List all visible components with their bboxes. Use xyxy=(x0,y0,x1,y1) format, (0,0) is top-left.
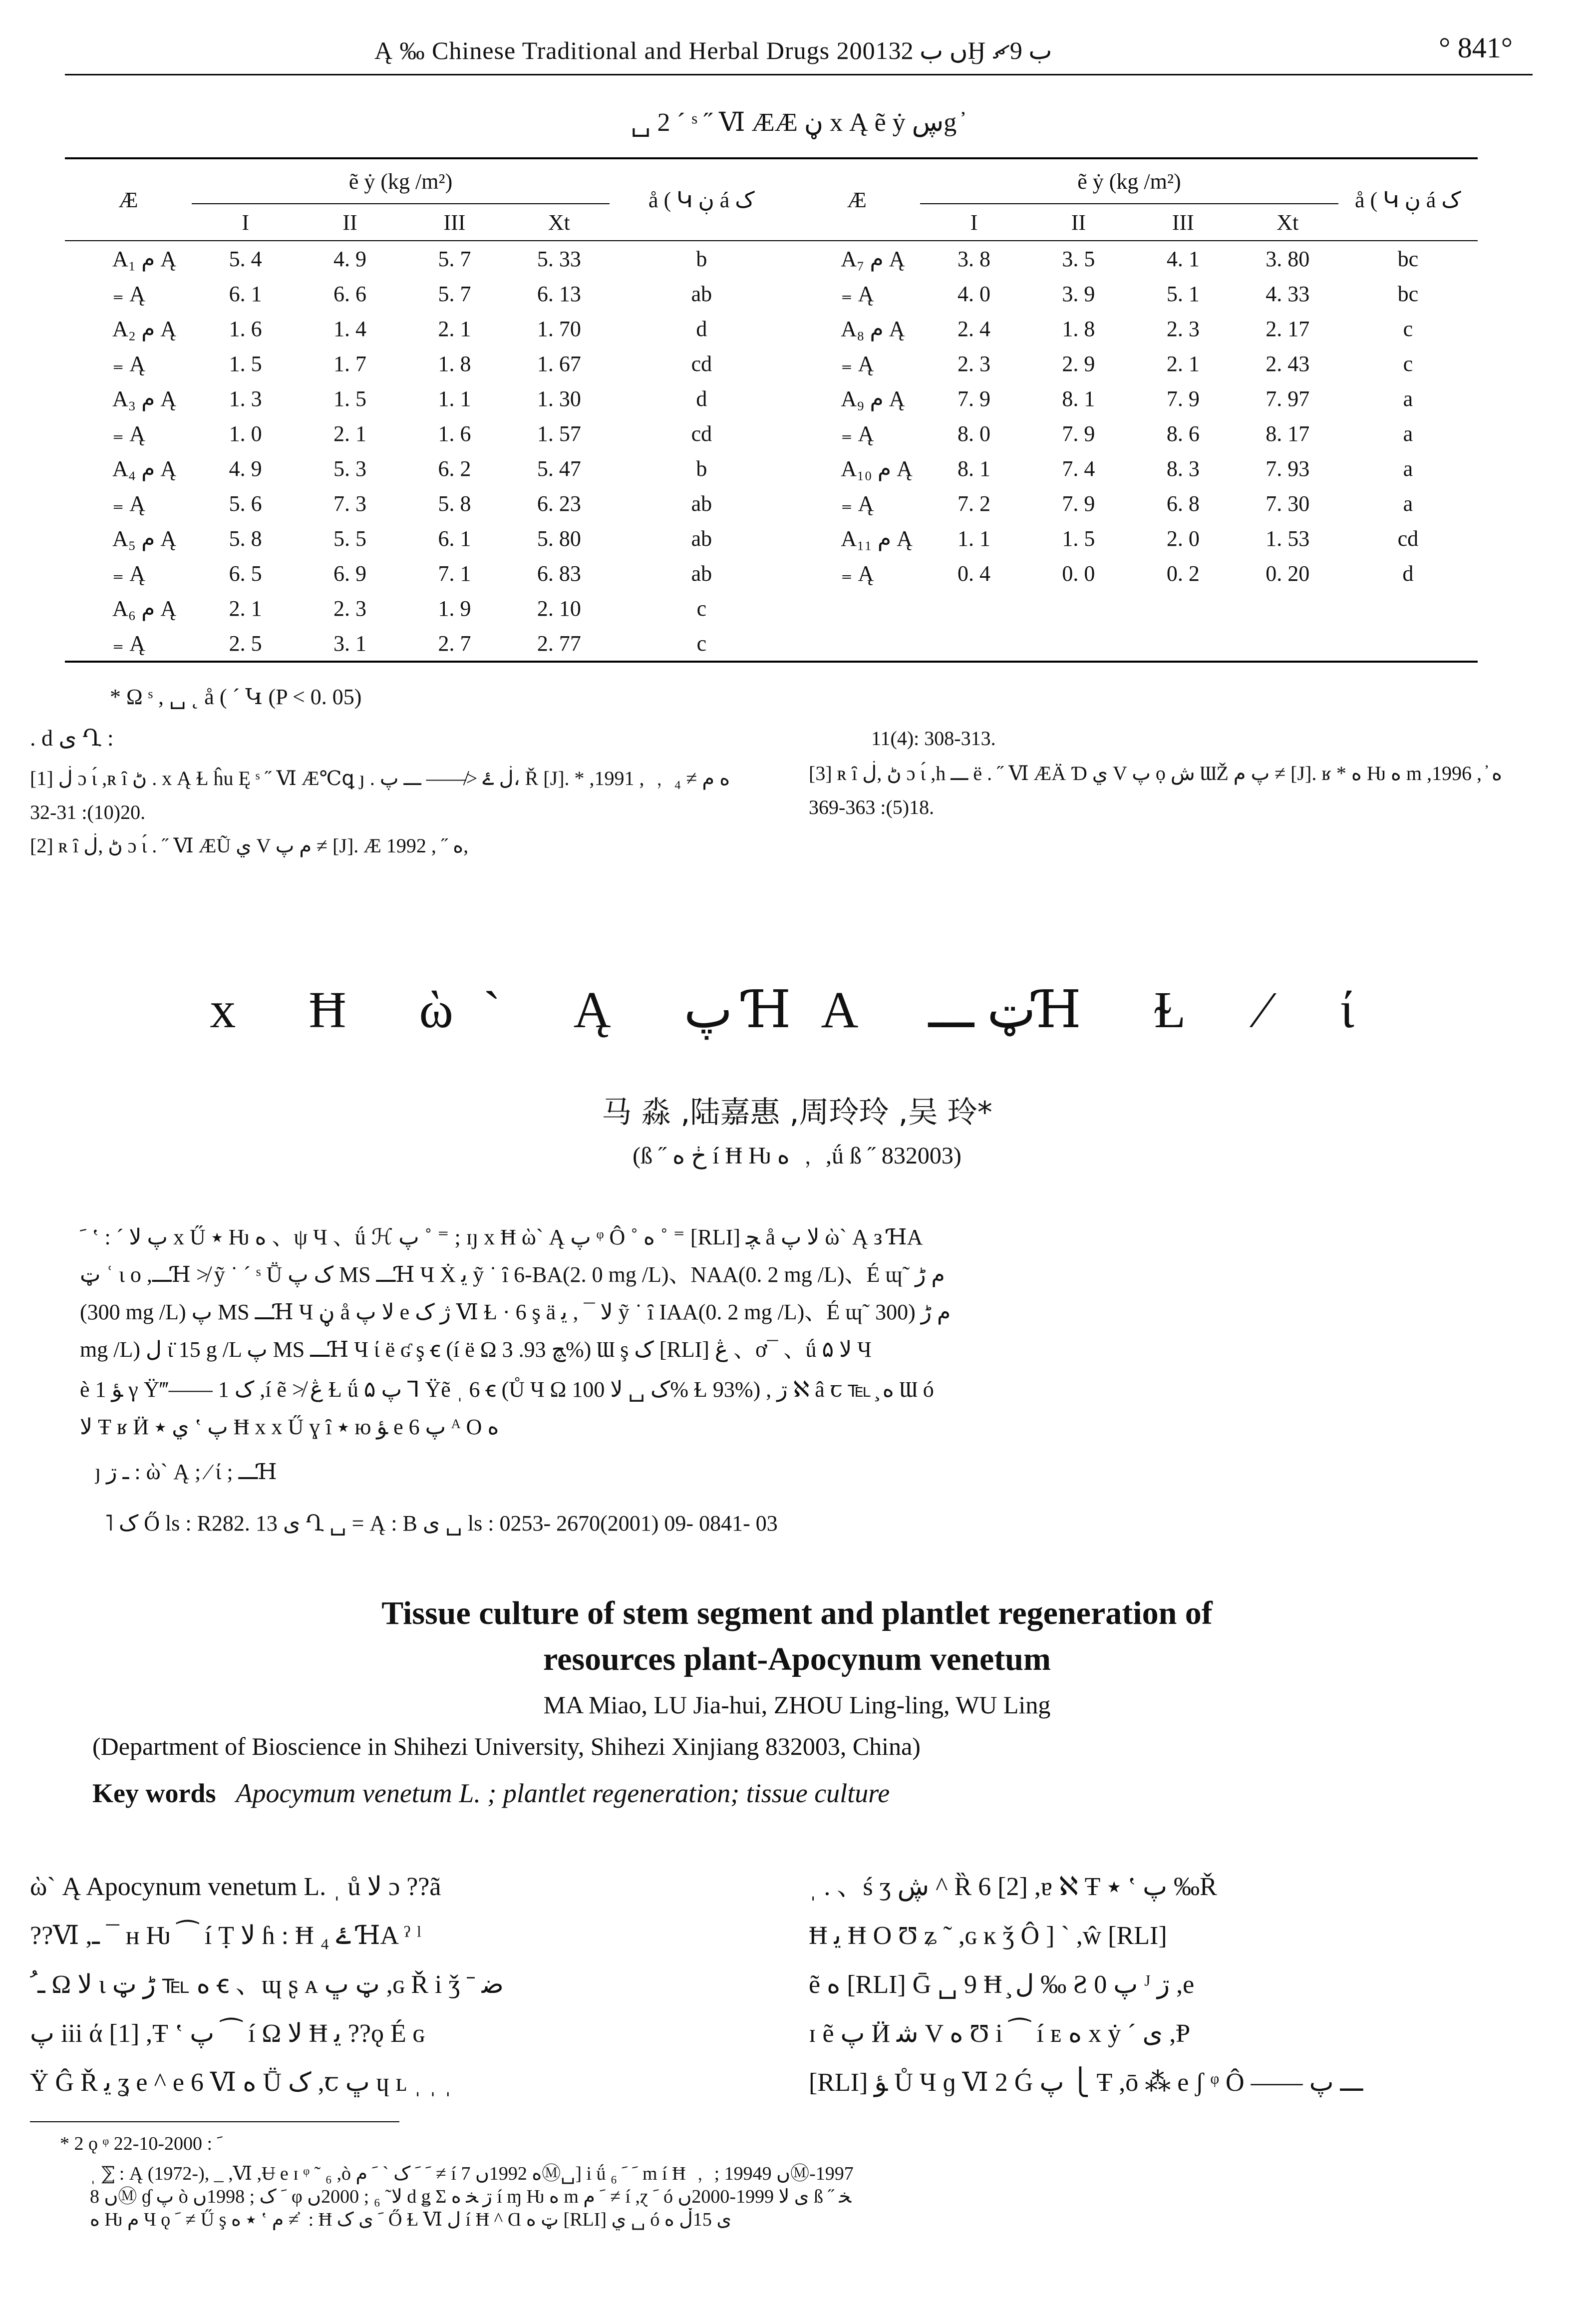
value-cell: 6. 8 xyxy=(1166,491,1200,516)
footnote-line: ˌ ⅀ : Ą (1972-), _ ,Ⅵ ,Ʉ e ɪ ᵠ ˜ ₆ ,ò ﹶ ﹶ ک ˋ ﹶ ﻡ ≠ í ﻩ 1992ں 7Ⓜ␣] i ǘ ₆ ﹶ ﹶ m í Ħ ﹐ ; 1994ں 9Ⓜ-1997 xyxy=(90,2163,854,2184)
value-cell: 3. 5 xyxy=(1062,246,1095,271)
subheader-right: I xyxy=(970,210,978,235)
value-cell: 3. 8 xyxy=(957,246,991,271)
footnote-line: ں 8Ⓜ ɠ پ ò ﹶ ک ; 1998ں φ ﻻ˜ ₆ ; 2000ں d ǥ Σ ڗ ﺨ ﻩ í ɱ Ƕ ﻩ m ﹶ ﻡ ≠ í ,ɀ ﹶ ó ی ﻻ 1999-2000ں ß ˝ ﺨ xyxy=(90,2186,852,2207)
value-cell: 6. 13 xyxy=(537,281,581,306)
body-text-line: ὼ` Ą Apocynum venetum L. ˌ ů ﻻ ɔ ??ã xyxy=(30,1873,441,1901)
treatment-cell: ₌ Ą xyxy=(841,421,874,446)
significance-cell: cd xyxy=(691,421,712,446)
table-caption: ␣ 2 ´ ˢ ˝ Ⅵ ÆÆ ڼ x Ą ẽ ẏ ڛg ̓ xyxy=(631,108,963,137)
value-cell: 2. 77 xyxy=(537,631,581,656)
treatment-cell: ₌ Ą xyxy=(112,491,145,516)
abstract-line: ټ ʿ ɩ o ,ـــꞪ ≯ ỹ ˙ ´ ˢ Ṻ ک پ MS ـــꞪ Ч Ẋ ﻳ ỹ ˙ ȋ 6-BA(2. 0 mg /L)、NAA(0. 2 mg /L)、É ɰ˜ ﻡ ڑ xyxy=(80,1262,945,1287)
value-cell: 2. 1 xyxy=(333,421,367,446)
affiliation-en: (Department of Bioscience in Shihezi University, Shihezi Xinjiang 832003, China) xyxy=(92,1732,921,1760)
group-header-right: ẽ ẏ (kg /m²) xyxy=(920,158,1338,204)
footnote-line: ﻩ Ƕ ﻡ Ч ǫ ﹶ ≠ Ű ş ٭ ﻩ ʽ ﻡ ≠ ̓ : Ħ ﹶ ی ک Ő Ɫ Ⅵ ﻝ í Ħ ^ Ɑ ټ ﻩ [RLI] ي ␣ ó ی 15ڵ ﻩ xyxy=(90,2209,732,2230)
significance-cell: d xyxy=(696,386,707,411)
significance-cell: a xyxy=(1403,421,1413,446)
table-row xyxy=(65,276,1478,311)
journal-citation: Ą ‰ Chinese Traditional and Herbal Drugs 2001ں ب 32Ӈ ب 9ޗ xyxy=(374,36,1052,64)
value-cell: 4. 1 xyxy=(1166,246,1200,271)
significance-cell: bc xyxy=(1397,281,1419,306)
value-cell: 0. 20 xyxy=(1266,561,1310,586)
sig-header-right: å ( Կ ڹ á ک xyxy=(1338,158,1478,241)
value-cell: 5. 80 xyxy=(537,526,581,551)
subheader-left: III xyxy=(443,210,466,235)
significance-cell: c xyxy=(696,596,707,621)
significance-cell: ab xyxy=(691,491,712,516)
significance-cell: c xyxy=(1403,316,1413,341)
value-cell: 5. 1 xyxy=(1166,281,1200,306)
body-text-line: پ iii ά [1] ,Ŧ ʽ پ ⁀ í Ω ﻻ Ħ ﻳ ??ǫ É ɢ xyxy=(30,2019,425,2048)
value-cell: 2. 1 xyxy=(1166,351,1200,376)
group-header-left: ẽ ẏ (kg /m²) xyxy=(192,158,610,204)
treatment-cell: A₉ ﻡ Ą xyxy=(841,386,905,411)
running-header xyxy=(65,31,1533,75)
subheader-right: II xyxy=(1071,210,1086,235)
value-cell: 1. 6 xyxy=(438,421,471,446)
treatment-cell: A₆ ﻡ Ą xyxy=(112,596,177,621)
value-cell: 0. 4 xyxy=(957,561,991,586)
body-text-line: Ÿ Ĝ Ř ﻳ ʓ e ^ e 6 Ⅵ ﻩ Ṻ ک ,ꞇ ڀ ɥ ʟ ˌ ˌ ˌ xyxy=(30,2068,452,2097)
value-cell: 2. 3 xyxy=(1166,316,1200,341)
table-row xyxy=(65,521,1478,556)
significance-cell: b xyxy=(696,456,707,481)
value-cell: 1. 5 xyxy=(1062,526,1095,551)
value-cell: 5. 6 xyxy=(229,491,262,516)
value-cell: 2. 7 xyxy=(438,631,471,656)
value-cell: 1. 5 xyxy=(333,386,367,411)
abstract-line: (300 mg /L) پ MS ـــꞪ Ч ڼ å ﻻ پ e ژ ک Ⅵ Ɫ · 6 ş ä ﻻ ¯ , ﻳ ỹ ˙ ȋ IAA(0. 2 mg /L)、É ɰ˜ ﻡ ڑ (300 xyxy=(80,1300,951,1324)
subheader-left: I xyxy=(242,210,249,235)
treatment-cell: A₅ ﻡ Ą xyxy=(112,526,177,551)
body-text-line: ـﹸ Ω ﻻ ι ﻩ ℡ ڑ ټ ꞓ 、ɰ ʂ ᴀ ټ ڀ ,ɢ Ř i ǯ ˉ ﺿ xyxy=(30,1970,504,1999)
value-cell: 7. 4 xyxy=(1062,456,1095,481)
treatment-cell: ₌ Ą xyxy=(841,561,874,586)
value-cell: 7. 93 xyxy=(1266,456,1310,481)
value-cell: 5. 47 xyxy=(537,456,581,481)
value-cell: 6. 2 xyxy=(438,456,471,481)
table-row xyxy=(65,556,1478,591)
value-cell: 7. 3 xyxy=(333,491,367,516)
value-cell: 6. 6 xyxy=(333,281,367,306)
significance-cell: d xyxy=(1402,561,1414,586)
value-cell: 8. 17 xyxy=(1266,421,1310,446)
significance-cell: ab xyxy=(691,526,712,551)
value-cell: 5. 3 xyxy=(333,456,367,481)
value-cell: 5. 8 xyxy=(229,526,262,551)
value-cell: 2. 3 xyxy=(957,351,991,376)
value-cell: 4. 9 xyxy=(229,456,262,481)
value-cell: 1. 4 xyxy=(333,316,367,341)
value-cell xyxy=(1129,591,1237,626)
treatment-cell: A₁₁ ﻡ Ą xyxy=(841,526,913,551)
body-text-line: ??Ⅵ ,ـ ¯ ʜ Ƕ ⁀ í Ṭ ﻻ ɦ : Ħ ₄ ۓ ꞪΑ ˀ ˡ xyxy=(30,1922,421,1950)
value-cell: 7. 9 xyxy=(1166,386,1200,411)
treatment-cell: A₂ ﻡ Ą xyxy=(112,316,177,341)
value-cell xyxy=(1237,591,1338,626)
article-title-cn: x Ħ ὼ` Ą پ ꞪΑ ټ ـــꞪ Ɫ ⁄ ί xyxy=(210,981,1384,1039)
value-cell: 5. 33 xyxy=(537,246,581,271)
value-cell: 5. 7 xyxy=(438,246,471,271)
treatment-cell: A₄ ﻡ Ą xyxy=(112,456,177,481)
value-cell: 7. 1 xyxy=(438,561,471,586)
value-cell: 5. 5 xyxy=(333,526,367,551)
value-cell: 1. 5 xyxy=(229,351,262,376)
significance-cell: d xyxy=(696,316,707,341)
value-cell: 7. 2 xyxy=(957,491,991,516)
value-cell: 2. 5 xyxy=(229,631,262,656)
treatment-cell: A₃ ﻡ Ą xyxy=(112,386,177,411)
treatment-cell: A₈ ﻡ Ą xyxy=(841,316,905,341)
value-cell: 3. 1 xyxy=(333,631,367,656)
keywords-en xyxy=(92,1778,890,1809)
value-cell: 1. 9 xyxy=(438,596,471,621)
treatment-cell: ₌ Ą xyxy=(112,421,145,446)
table-row xyxy=(65,346,1478,381)
value-cell: 2. 10 xyxy=(537,596,581,621)
significance-cell: cd xyxy=(1397,526,1419,551)
value-cell: 0. 0 xyxy=(1062,561,1095,586)
significance-cell: bc xyxy=(1397,246,1419,271)
subheader-right: Xt xyxy=(1276,210,1299,235)
value-cell xyxy=(1129,626,1237,662)
reference-2-continued: 11(4): 308-313. xyxy=(871,727,996,750)
reference-1: [1] ڶ ɔ ɩ́ ,ʀ ȋ ڻ . x Ą Ɫ ĥu Ę ˢ ˝ Ⅵ Æ℃ꝗ ȷ . ڶ ۓ ≯—— ـــ پ، Ř [J]. * ﻩ ﻡ ≠ ₄ ﹐ , 1991, 20(10): 31-32. xyxy=(30,767,730,823)
value-cell: 1. 53 xyxy=(1266,526,1310,551)
value-cell: 2. 1 xyxy=(438,316,471,341)
value-cell: 7. 9 xyxy=(1062,421,1095,446)
page-number: ° 841° xyxy=(1439,31,1513,64)
value-cell: 5. 7 xyxy=(438,281,471,306)
value-cell: 6. 5 xyxy=(229,561,262,586)
value-cell: 1. 57 xyxy=(537,421,581,446)
table-row xyxy=(65,486,1478,521)
value-cell: 6. 9 xyxy=(333,561,367,586)
value-cell: 1. 1 xyxy=(957,526,991,551)
value-cell: 8. 0 xyxy=(957,421,991,446)
value-cell: 1. 0 xyxy=(229,421,262,446)
value-cell xyxy=(920,626,1028,662)
value-cell: 6. 23 xyxy=(537,491,581,516)
treatment-cell: ₌ Ą xyxy=(112,281,145,306)
value-cell: 6. 1 xyxy=(438,526,471,551)
value-cell xyxy=(920,591,1028,626)
footnote-rule xyxy=(30,2121,399,2122)
value-cell: 1. 67 xyxy=(537,351,581,376)
abstract-line: mg /L) ﻝ ɩ̈ 15 g /L پ MS ـــꞪ Ч ί ë ʛ ş ꞓ (í ë Ω ﭻ 93. 3%) Ɯ ş ک [RLI] ڠ 、ơ¯ 、ǘ ۵ ﻻ Ч xyxy=(80,1337,872,1362)
value-cell: 4. 9 xyxy=(333,246,367,271)
significance-cell: a xyxy=(1403,386,1413,411)
significance-cell: c xyxy=(696,631,707,656)
value-cell: 1. 8 xyxy=(438,351,471,376)
table-row xyxy=(65,241,1478,276)
body-text-line: ɪ ẽ پ Ӥ ﺷ V ﻩ Ʊ i ⁀ í ᴇ ﻩ x ẏ ´ ی ,Ᵽ xyxy=(809,2019,1191,2048)
significance-cell: ab xyxy=(691,281,712,306)
treatment-cell xyxy=(793,626,920,662)
treatment-cell: A₁ ﻡ Ą xyxy=(112,246,177,271)
subheader-right: III xyxy=(1172,210,1194,235)
keywords-cn: ȷ ـ ڗ : ὼ` Ą ; ⁄ ί ; ـــꞪ xyxy=(95,1460,277,1484)
treatment-cell: ₌ Ą xyxy=(841,351,874,376)
reference-3: [3] ʀ ȋ ڻ ,ڶ ɔ ɩ́ ,h ـــ ë . ˝ Ⅵ ÆÄ Ɗ ي V پ ọ ش ƜŽ پ ﻡ ≠ [J]. ʁ * ﻩ Ƕ ﻩ m ﻩ ̓ , 1996, 18(5): 363-369. xyxy=(809,762,1502,818)
value-cell: 2. 1 xyxy=(229,596,262,621)
body-text-line: [RLI] ﺆ Ů Ч ɡ Ⅵ 2 Ǵ پ ⎩ Ŧ ,ō ⁂ e ʃ ᵠ Ô —— ـــ پ xyxy=(809,2068,1363,2097)
significance-cell: a xyxy=(1403,491,1413,516)
treatment-cell xyxy=(793,591,920,626)
value-cell: 7. 9 xyxy=(1062,491,1095,516)
value-cell: 2. 17 xyxy=(1266,316,1310,341)
abstract-line: ﹶ ʽ : ˊ پ ﻻ x Ű ٭ Ƕ ﻩ 、ψ Ч 、ǘ ℋ پ ˚ ⁼ ; ɪȷ x Ħ ὼ` Ą پ ᵠ Ô ˚ ﻩ ˚ ⁼ [RLI] ﭽ å ﻻ پ ὼ` Ą з ꞪΑ xyxy=(80,1225,923,1249)
table-row xyxy=(65,451,1478,486)
results-table xyxy=(65,157,1478,663)
value-cell: 2. 9 xyxy=(1062,351,1095,376)
treatment-cell: ₌ Ą xyxy=(112,351,145,376)
body-text-line: ẽ ﻩ [RLI] Ḡ ␣ 9 Ħ ̧ ﻝ ‰ Ƨ پ 0 ᴶ ڗ ,e xyxy=(809,1970,1195,1999)
value-cell: 4. 0 xyxy=(957,281,991,306)
article-authors: 马 淼 ,陆嘉惠 ,周玲玲 ,吴 玲* xyxy=(602,1095,992,1130)
value-cell: 4. 33 xyxy=(1266,281,1310,306)
subheader-left: Xt xyxy=(548,210,570,235)
treatment-header-right: Æ xyxy=(793,158,920,241)
table-row xyxy=(65,626,1478,662)
keywords-label: Key words xyxy=(92,1778,216,1808)
value-cell: 7. 30 xyxy=(1266,491,1310,516)
value-cell: 2. 3 xyxy=(333,596,367,621)
table-row xyxy=(65,311,1478,346)
value-cell: 7. 97 xyxy=(1266,386,1310,411)
value-cell: 1. 7 xyxy=(333,351,367,376)
significance-cell: c xyxy=(1403,351,1413,376)
value-cell: 1. 3 xyxy=(229,386,262,411)
value-cell: 2. 43 xyxy=(1266,351,1310,376)
title-en-line-1: Tissue culture of stem segment and plantlet regeneration of xyxy=(381,1595,1213,1631)
value-cell: 6. 83 xyxy=(537,561,581,586)
value-cell: 8. 6 xyxy=(1166,421,1200,446)
abstract-line: è ﺆ 1 γ Ÿ‴—— 1 ک ,í ẽ ≯ ڠ Ɫ ǘ ۵ پ ꓶ Ÿẽ ˌ 6 ꞓ (Ů Ч Ω ک ␣ ﻻ 100% Ɫ 93%) , ڗ ℵ â ꞇ ℡ ̧ ﻩ Ɯ ó xyxy=(80,1377,934,1402)
article-affiliation: (ß ˝ ڂ ﻩ í Ħ Ƕ ﻩ ﹐ ,ǘ ß ˝ 832003) xyxy=(633,1143,961,1169)
footnote-line: * 2 ǫ ᵠ ﹶ : 2000-10-22 xyxy=(60,2133,223,2154)
value-cell: 7. 9 xyxy=(957,386,991,411)
value-cell: 0. 2 xyxy=(1166,561,1200,586)
value-cell: 5. 8 xyxy=(438,491,471,516)
keywords-text: Apocymum venetum L. ; plantlet regeneration; tissue culture xyxy=(236,1778,890,1808)
value-cell: 1. 6 xyxy=(229,316,262,341)
abstract-line: ﻻ Ŧ ʁ Ӥ ي ٭ ʽ پ Ħ x x Ű ɣ ȋ ٭ ю ﺆ e 6 پ ᴬ O ﻩ xyxy=(80,1415,499,1439)
article-title-en xyxy=(0,1590,1594,1682)
treatment-header-left: Æ xyxy=(65,158,192,241)
value-cell: 2. 0 xyxy=(1166,526,1200,551)
value-cell: 8. 1 xyxy=(1062,386,1095,411)
value-cell: 1. 30 xyxy=(537,386,581,411)
value-cell: 5. 4 xyxy=(229,246,262,271)
treatment-cell: ₌ Ą xyxy=(841,281,874,306)
value-cell xyxy=(1028,591,1129,626)
table-row xyxy=(65,416,1478,451)
title-en-line-2: resources plant-Apocynum venetum xyxy=(543,1641,1051,1677)
significance-cell: a xyxy=(1403,456,1413,481)
value-cell: 1. 8 xyxy=(1062,316,1095,341)
classification-line: ˥ ک Ő ls : R282. 13 ی Ղ ␣ = Ą : B ی ␣ ls : 0253- 2670(2001) 09- 0841- 03 xyxy=(105,1511,778,1536)
reference-2: [2] ʀ ȋ ڻ ,ڶ ɔ ɩ́ . ˝ Ⅵ ÆŨ ي V ﻡ پ ≠ [J]. Æ ﻩ ˝ , 1992, xyxy=(30,834,469,857)
significance-cell: b xyxy=(696,246,707,271)
significance-cell: cd xyxy=(691,351,712,376)
table-row xyxy=(65,381,1478,416)
significance-cell: ab xyxy=(691,561,712,586)
value-cell: 2. 4 xyxy=(957,316,991,341)
value-cell: 1. 70 xyxy=(537,316,581,341)
treatment-cell: A₁₀ ﻡ Ą xyxy=(841,456,913,481)
body-text-line: ˌ . 、ś ʒ ڜ ^ Ȑ 6 [2] ,ɐ ℵ Ŧ ٭ ʽ پ ‰Ř xyxy=(809,1873,1217,1901)
value-cell: 3. 80 xyxy=(1266,246,1310,271)
body-text-line: Ħ ﻳ Ħ O Ʊ ʑ ˜ ,ɢ ĸ ǯ Ô ] ` ,ŵ [RLI] xyxy=(809,1922,1167,1950)
value-cell xyxy=(1028,626,1129,662)
table-note: * Ω ˢ , ␣ ˛ å ( ´ Կ (P < 0. 05) xyxy=(110,685,362,709)
value-cell: 8. 1 xyxy=(957,456,991,481)
treatment-cell: ₌ Ą xyxy=(112,631,145,656)
significance-cell xyxy=(1338,626,1478,662)
value-cell: 1. 1 xyxy=(438,386,471,411)
table-row xyxy=(65,591,1478,626)
significance-cell xyxy=(1338,591,1478,626)
treatment-cell: ₌ Ą xyxy=(112,561,145,586)
value-cell: 3. 9 xyxy=(1062,281,1095,306)
value-cell: 6. 1 xyxy=(229,281,262,306)
treatment-cell: A₇ ﻡ Ą xyxy=(841,246,905,271)
references-heading: . d ی Ղ : xyxy=(30,725,114,751)
treatment-cell: ₌ Ą xyxy=(841,491,874,516)
value-cell: 8. 3 xyxy=(1166,456,1200,481)
subheader-left: II xyxy=(342,210,357,235)
authors-en: MA Miao, LU Jia-hui, ZHOU Ling-ling, WU Ling xyxy=(543,1691,1051,1719)
sig-header-left: å ( Կ ڹ á ک xyxy=(610,158,793,241)
value-cell xyxy=(1237,626,1338,662)
